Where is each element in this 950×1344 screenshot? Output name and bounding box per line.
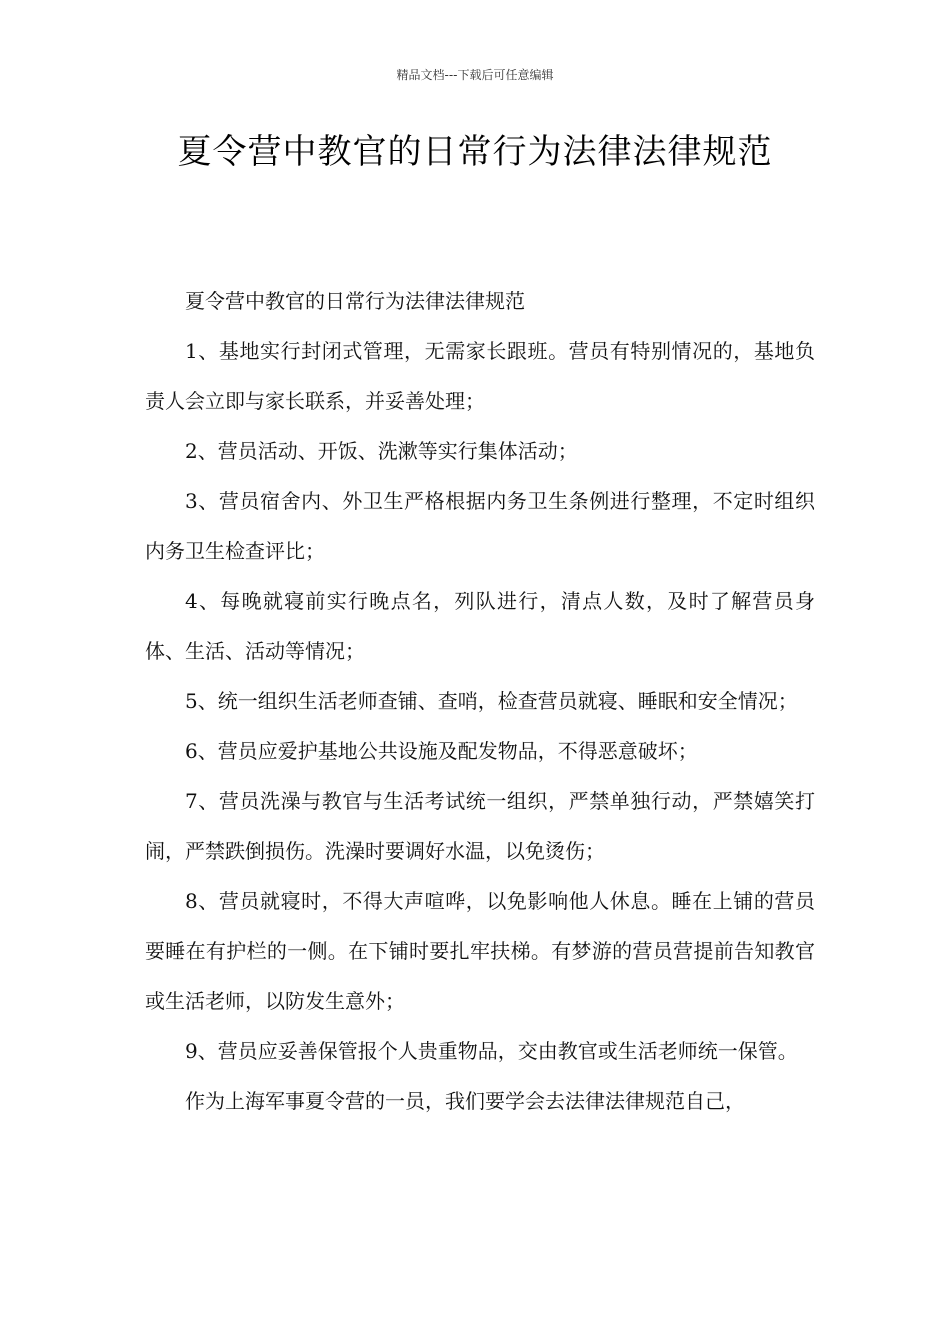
- document-body: [145, 276, 815, 1126]
- document-title: 夏令营中教官的日常行为法律法律规范: [177, 132, 773, 172]
- paragraph-rule-9: 9、营员应妥善保管报个人贵重物品，交由教官或生活老师统一保管。: [185, 1039, 798, 1063]
- paragraph-closing: 作为上海军事夏令营的一员，我们要学会去法律法律规范自己，: [185, 1089, 745, 1113]
- paragraph-subtitle: 夏令营中教官的日常行为法律法律规范: [185, 289, 525, 313]
- paragraph-rule-5: 5、统一组织生活老师查铺、查哨，检查营员就寝、睡眠和安全情况；: [185, 689, 798, 713]
- paragraph-rule-8: 8、营员就寝时，不得大声喧哗，以免影响他人休息。睡在上铺的营员要睡在有护栏的一侧。在下铺时要扎牢扶梯。有梦游的营员营提前告知教官或生活老师，以防发生意外；: [145, 889, 815, 1013]
- paragraph-rule-1: 1、基地实行封闭式管理，无需家长跟班。营员有特别情况的，基地负责人会立即与家长联系，并妥善处理；: [145, 339, 815, 413]
- paragraph-rule-3: 3、营员宿舍内、外卫生严格根据内务卫生条例进行整理，不定时组织内务卫生检查评比；: [145, 489, 815, 563]
- page-header-note: 精品文档---下载后可任意编辑: [396, 68, 554, 82]
- paragraph-rule-6: 6、营员应爱护基地公共设施及配发物品，不得恶意破坏；: [185, 739, 698, 763]
- paragraph-rule-4: 4、每晚就寝前实行晚点名，列队进行，清点人数，及时了解营员身体、生活、活动等情况；: [145, 589, 815, 663]
- paragraph-rule-7: 7、营员洗澡与教官与生活考试统一组织，严禁单独行动，严禁嬉笑打闹，严禁跌倒损伤。洗澡时要调好水温，以免烫伤；: [145, 789, 815, 863]
- paragraph-rule-2: 2、营员活动、开饭、洗漱等实行集体活动；: [185, 439, 578, 463]
